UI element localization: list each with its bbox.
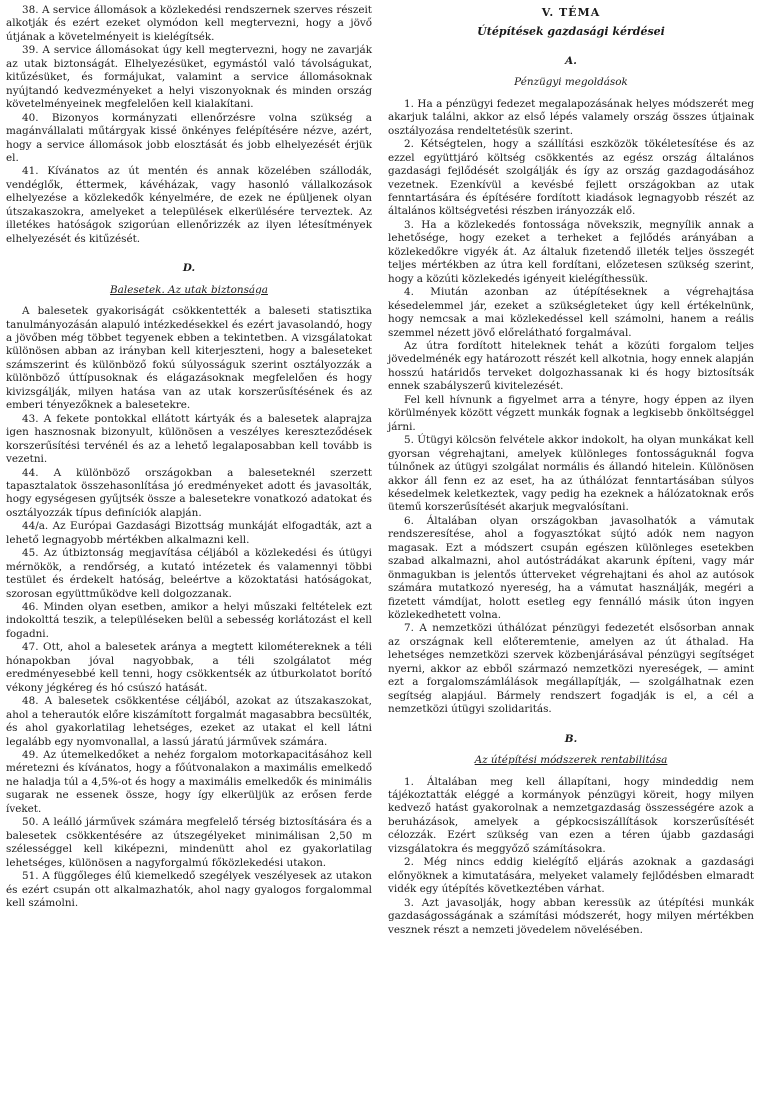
paragraph-a4: 4. Miután azonban az útépítéseknek a végrehajtása késedelemmel jár, ezeket a szükségleteket úgy kell értékelnünk, hogy nemcsak a mai közlekedéssel kell számolni, hanem a reális szemmel nézett jövő előrelátható forgalmával. bbox=[388, 286, 754, 339]
section-b-letter: B. bbox=[564, 732, 578, 745]
topic-heading: V. TÉMA bbox=[541, 6, 601, 19]
paragraph-48: 48. A balesetek csökkentése céljából, azokat az útszakaszokat, ahol a teherautók előre kiszámított forgalmát magasabbra becsülték, és ahol gyakorlatilag lehetséges, ezeket az utakat el kell látni legalább egy nyomvonallal, a lassú járatú járművek számára. bbox=[6, 695, 372, 748]
paragraph-a3: 3. Ha a közlekedés fontossága növekszik, megnyílik annak a lehetősége, hogy ezeket a terheket a fejlődés arányában a közlekedőkre vigyék át. Az általuk fizetendő illeték teljes összegét teljes mértékben az útra kell fordítani, előzetesen szükség szerint, hogy a közúti közlekedés igényeit kielégíthessük. bbox=[388, 218, 754, 285]
section-b-title bbox=[388, 754, 754, 767]
paragraph-44a: 44/a. Az Európai Gazdasági Bizottság munkáját elfogadták, azt a lehető legnagyobb mértékben alkalmazni kell. bbox=[6, 520, 372, 546]
paragraph-39: 39. A service állomásokat úgy kell megtervezni, hogy ne zavarják az utak biztonságát. Elhelyezésüket, egymástól való távolságukat, kitűzésüket, és formájukat, valamint a service állomásoknak nyújtandó kedvezményeket a helyi viszonyoknak és minden ország követelményeinek megfelelően kell kialakítani. bbox=[6, 44, 372, 111]
paragraph-a4-cont: Az útra fordított hiteleknek tehát a közúti forgalom teljes jövedelménék egy határozott részét kell alkotnia, hogy ennek alapján hosszú határidős terveket dolgozhassanak ki és hogy biztosítsák ennek szabályszerű kivitelezését. bbox=[388, 339, 754, 393]
paragraph-42: A balesetek gyakoriságát csökkentették a baleseti statisztika tanulmányozásán alapuló intézkedésekkel és ezért javasolandó, hogy a jövőben még többet tegyenek ebben a tekintetben. A vizsgálatokat különösen abban az irányban kell kiterjeszteni, hogy a baleseteket számszerint és különböző fokú súlyosságuk szerint osztályozzák a különböző úttípusoknak és elágazásoknak megfelelően és hogy kivizsgálják, milyen hatása van az utak korszerűsítésének és az emberi tényezőknek a balesetekre. bbox=[6, 305, 372, 412]
paragraph-b3: 3. Azt javasolják, hogy abban keressük az útépítési munkák gazdaságosságának a számítási módszerét, hogy milyen mértékben vesznek részt a nemzeti jövedelem növelésében. bbox=[388, 896, 754, 936]
paragraph-a5: 5. Útügyi kölcsön felvétele akkor indokolt, ha olyan munkákat kell gyorsan végrehajtani, amelyek különleges fontosságuknál fogva túlnőnek az útügyi szolgálat normális és állandó hitelein. Különösen akkor áll fenn ez az eset, ha az úthálózat fenntartásában súlyos késedelmek keletkeztek, vagy pedig ha ezeknek a hálózatoknak erős ütemű korszerűsítését akarjuk megvalósítani. bbox=[388, 434, 754, 514]
paragraph-49: 49. Az útemelkedőket a nehéz forgalom motorkapacitásához kell méretezni és kívánatos, hogy a főútvonalakon a maximális emelkedő ne haladja túl a 4,5%-ot és hogy a maximális emelkedők és minimális sugarak ne essenek össze, hogy így elkerüljük az erősen ferde íveket. bbox=[6, 749, 372, 815]
paragraph-38: 38. A service állomások a közlekedési rendszernek szerves részeit alkotják és ezért ezeket olymódon kell megtervezni, hogy a jövő útjának a követelményeit is kielégítsék. bbox=[6, 4, 372, 43]
paragraph-43: 43. A fekete pontokkal ellátott kártyák és a balesetek alaprajza igen hasznosnak bizonyult, különösen a veszélyes kereszteződések korszerűsítési tervénél és az a lehető legalaposabban kell tovább is vezetni. bbox=[6, 412, 372, 466]
paragraph-a4-note: Fel kell hívnunk a figyelmet arra a tényre, hogy éppen az ilyen körülmények között végzett munkák fognak a legkisebb önköltséggel járni. bbox=[388, 393, 754, 433]
paragraph-50: 50. A leálló járművek számára megfelelő térség biztosítására és a balesetek csökkentésére az útszegélyeket minimálisan 2,50 m szélességgel kell kiképezni, mindenütt ahol ez gyakorlatilag lehetséges, különösen a nagyforgalmú főközlekedési utakon. bbox=[6, 816, 372, 869]
section-b-title-text: Az útépítési módszerek rentabilitása bbox=[474, 754, 668, 767]
section-d-title bbox=[6, 284, 372, 297]
section-a-letter: A. bbox=[565, 54, 577, 67]
paragraph-b2: 2. Még nincs eddig kielégítő eljárás azoknak a gazdasági előnyöknek a kimutatására, melyeket valamely fejlődésben elmaradt vidék egy útépítés következtében várhat. bbox=[388, 856, 754, 896]
section-a-title: Pénzügyi megoldások bbox=[514, 76, 628, 89]
paragraph-a2: 2. Kétségtelen, hogy a szállítási eszközök tökéletesítése és az ezzel együttjáró költség csökkentés az egész ország általános gazdasági fejlődését szolgálják és így az ország gazdagodásához vezetnek. Ezenkívül a kevésbé fejlett országokban az utak fenntartására és építésére fordított kiadások legnagyobb részét az általános költségvetési részben irányozzák elő. bbox=[388, 138, 754, 218]
section-d-title-text: Balesetek. Az utak biztonsága bbox=[110, 283, 268, 296]
paragraph-45: 45. Az útbiztonság megjavítása céljából a közlekedési és útügyi mérnökök, a rendőrség, a kutató intézetek és valamennyi többi testület és érdekelt hatóság, beleértve a közoktatási hatóságokat, szorosan együttműködve kell dolgozzanak. bbox=[6, 547, 372, 600]
section-d-letter: D. bbox=[182, 262, 196, 275]
paragraph-46: 46. Minden olyan esetben, amikor a helyi műszaki feltételek ezt indokolttá teszik, a településeken belül a sebesség korlátozást el kell fogadni. bbox=[6, 601, 372, 640]
topic-title: Útépítések gazdasági kérdései bbox=[477, 25, 665, 39]
paragraph-47: 47. Ott, ahol a balesetek aránya a megtett kilométereknek a téli hónapokban jóval nagyobbak, a téli szolgálatot még eredményesebbé kell tenni, hogy csökkentsék az útburkolatot borító vékony jégkéreg és hó csúszó hatását. bbox=[6, 641, 372, 694]
left-column bbox=[6, 4, 372, 1103]
paragraph-b1: 1. Általában meg kell állapítani, hogy mindeddig nem tájékoztatták eléggé a kormányok pénzügyi köreit, hogy milyen kedvező hatást gyakorolnak a nemzetgazdaság összességére azok a beruházások, amelyek a gépkocsiszállítások korszerűsítését célozzák. Ezért szükség van ezen a téren újabb gazdasági vizsgálatokra és meggyőző számításokra. bbox=[388, 775, 754, 855]
paragraph-a1: 1. Ha a pénzügyi fedezet megalapozásának helyes módszerét meg akarjuk találni, akkor az első lépés valamely ország összes útjainak osztályozása rendeltetésük szerint. bbox=[388, 97, 754, 137]
paragraph-a7: 7. A nemzetközi úthálózat pénzügyi fedezetét elsősorban annak az országnak kell előteremtenie, amelyen az út áthalad. Ha lehetséges nemzetközi szervek közbenjárásával pénzügyi segítséget nyerni, akkor az ebből származó nemzetközi nyereségek, — amint ezt a forgalomszámlálások megállapítják, — szolgálhatnak ezen segítség alapjául. Bármely rendszert fogadják is el, a cél a nemzetközi útügyi szolidaritás. bbox=[388, 622, 754, 716]
paragraph-41: 41. Kívánatos az út mentén és annak közelében szállodák, vendéglők, éttermek, kávéházak, vagy hasonló vállalkozások elhelyezése a közlekedők kényelmére, de ezek ne épüljenek olyan útszakaszokra, amelyeket a települések elkerülésére terveztek. Az illetékes hatóságok szigorúan ellenőrizzék az ilyen létesítmények elhelyezését és kitűzését. bbox=[6, 165, 372, 245]
paragraph-a6: 6. Általában olyan országokban javasolhatók a vámutak rendszeresítése, ahol a fogyasztókat sújtó adók nem nagyon magasak. Ezt a módszert csupán egészen különleges esetekben szabad alkalmazni, ahol autóstrádákat akarunk építeni, vagy már önmagukban is jelentős útterveket végrehajtani és ahol az autósok számára mutatkozó nyereség, ha a vámutat használják, megéri a fizetett vámdíjat, holott esetleg egy fennálló másik úton ingyen közlekedhetett volna. bbox=[388, 514, 754, 622]
paragraph-51: 51. A függőleges élű kiemelkedő szegélyek veszélyesek az utakon és ezért csupán ott alkalmazhatók, ahol nagy gyalogos forgalommal kell számolni. bbox=[6, 870, 372, 909]
right-column bbox=[388, 4, 754, 1103]
paragraph-44: 44. A különböző országokban a baleseteknél szerzett tapasztalatok összehasonlítása jó eredményeket adott és javasolták, hogy egységesen gyűjtsék össze a balesetekre vonatkozó adatokat és osztályozzák típus definíciók alapján. bbox=[6, 466, 372, 519]
paragraph-40: 40. Bizonyos kormányzati ellenőrzésre volna szükség a magánvállalati műtárgyak kissé önkényes felépítésére nézve, azért, hogy a service állomások jobb elosztását és jobb elhelyezését érjük el. bbox=[6, 111, 372, 164]
